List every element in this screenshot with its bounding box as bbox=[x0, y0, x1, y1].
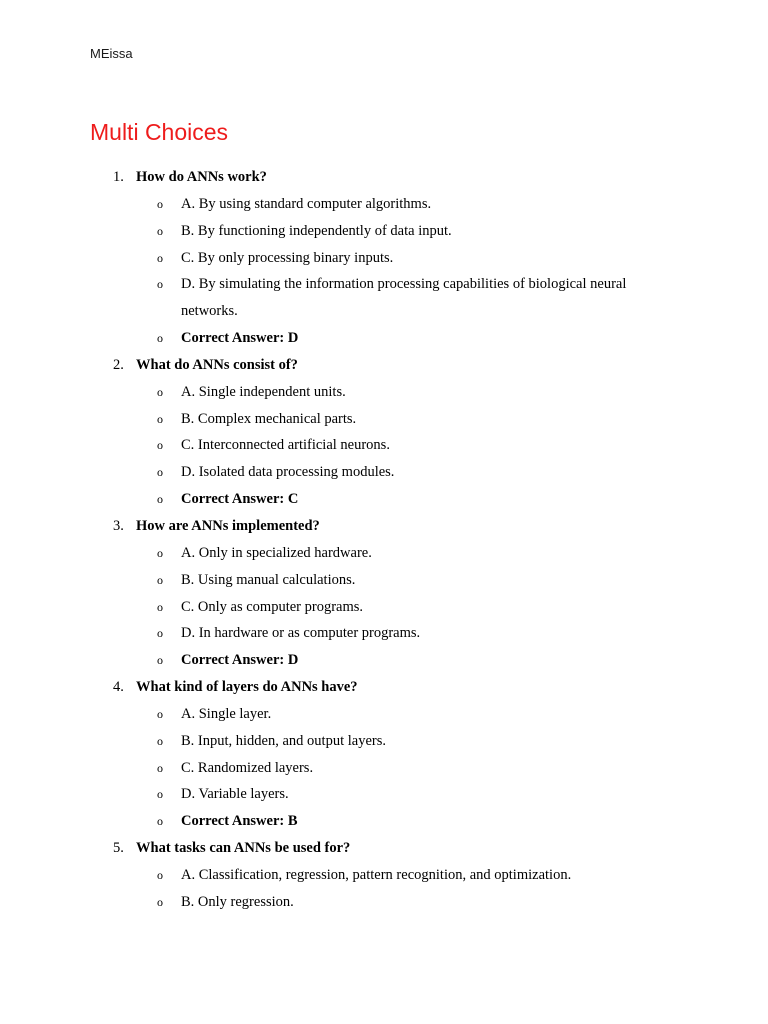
circle-bullet-icon: o bbox=[157, 545, 163, 560]
option-item bbox=[0, 755, 768, 782]
question-item bbox=[0, 164, 768, 191]
option-text: D. Isolated data processing modules. bbox=[181, 464, 395, 481]
circle-bullet-icon: o bbox=[157, 492, 163, 507]
circle-bullet-icon: o bbox=[157, 626, 163, 641]
option-item bbox=[0, 245, 768, 272]
circle-bullet-icon: o bbox=[157, 787, 163, 802]
circle-bullet-icon: o bbox=[157, 814, 163, 829]
option-item bbox=[0, 271, 768, 325]
circle-bullet-icon: o bbox=[157, 384, 163, 399]
circle-bullet-icon: o bbox=[157, 438, 163, 453]
circle-bullet-icon: o bbox=[157, 277, 163, 292]
option-item bbox=[0, 406, 768, 433]
option-text: C. Randomized layers. bbox=[181, 759, 314, 776]
header-author: MEissa bbox=[90, 46, 133, 61]
option-text: A. Single layer. bbox=[181, 705, 272, 722]
circle-bullet-icon: o bbox=[157, 250, 163, 265]
option-text: A. Only in specialized hardware. bbox=[181, 544, 372, 561]
question-text: How do ANNs work? bbox=[136, 169, 267, 185]
question-text: How are ANNs implemented? bbox=[136, 517, 320, 534]
circle-bullet-icon: o bbox=[157, 331, 163, 346]
question-text: What kind of layers do ANNs have? bbox=[136, 679, 358, 696]
question-item bbox=[0, 513, 768, 540]
option-text: C. Interconnected artificial neurons. bbox=[181, 437, 390, 454]
option-item bbox=[0, 379, 768, 406]
option-item bbox=[0, 540, 768, 567]
option-text: B. Input, hidden, and output layers. bbox=[181, 732, 386, 749]
correct-answer: Correct Answer: D bbox=[181, 652, 299, 669]
answer-item bbox=[0, 647, 768, 674]
option-item bbox=[0, 889, 768, 916]
page-title: Multi Choices bbox=[90, 119, 229, 145]
circle-bullet-icon: o bbox=[157, 411, 163, 426]
option-item bbox=[0, 781, 768, 808]
circle-bullet-icon: o bbox=[157, 196, 163, 211]
circle-bullet-icon: o bbox=[157, 867, 163, 882]
option-text: B. By functioning independently of data input. bbox=[181, 222, 452, 239]
correct-answer: Correct Answer: B bbox=[181, 813, 298, 830]
option-text: A. Single independent units. bbox=[181, 383, 346, 400]
question-list bbox=[0, 164, 768, 916]
option-text: B. Using manual calculations. bbox=[181, 571, 356, 588]
question-number: 3. bbox=[113, 517, 124, 534]
question-number: 5. bbox=[113, 840, 124, 857]
option-text: C. Only as computer programs. bbox=[181, 598, 364, 615]
option-item bbox=[0, 620, 768, 647]
option-item bbox=[0, 567, 768, 594]
option-item bbox=[0, 459, 768, 486]
circle-bullet-icon: o bbox=[157, 653, 163, 668]
option-item bbox=[0, 191, 768, 218]
option-item bbox=[0, 862, 768, 889]
answer-item bbox=[0, 808, 768, 835]
question-item bbox=[0, 674, 768, 701]
question-text: What tasks can ANNs be used for? bbox=[136, 840, 351, 857]
option-item bbox=[0, 432, 768, 459]
option-text: B. Complex mechanical parts. bbox=[181, 410, 357, 427]
option-item bbox=[0, 594, 768, 621]
option-item bbox=[0, 218, 768, 245]
option-text: D. By simulating the information processing capabilities of biological neural networks. bbox=[181, 276, 627, 320]
question-item bbox=[0, 352, 768, 379]
question-text: What do ANNs consist of? bbox=[136, 356, 298, 373]
answer-item bbox=[0, 325, 768, 352]
question-number: 2. bbox=[113, 356, 124, 373]
correct-answer: Correct Answer: C bbox=[181, 491, 299, 508]
answer-item bbox=[0, 486, 768, 513]
option-text: D. Variable layers. bbox=[181, 786, 289, 803]
circle-bullet-icon: o bbox=[157, 706, 163, 721]
option-text: D. In hardware or as computer programs. bbox=[181, 625, 421, 642]
circle-bullet-icon: o bbox=[157, 465, 163, 480]
question-number: 1. bbox=[113, 169, 124, 185]
option-item bbox=[0, 728, 768, 755]
circle-bullet-icon: o bbox=[157, 760, 163, 775]
option-item bbox=[0, 701, 768, 728]
circle-bullet-icon: o bbox=[157, 599, 163, 614]
question-number: 4. bbox=[113, 679, 124, 696]
option-text: A. Classification, regression, pattern recognition, and optimization. bbox=[181, 866, 572, 883]
option-text: B. Only regression. bbox=[181, 893, 294, 910]
circle-bullet-icon: o bbox=[157, 223, 163, 238]
option-text: A. By using standard computer algorithms. bbox=[181, 195, 432, 212]
correct-answer: Correct Answer: D bbox=[181, 330, 299, 347]
option-text: C. By only processing binary inputs. bbox=[181, 249, 394, 266]
circle-bullet-icon: o bbox=[157, 572, 163, 587]
question-item bbox=[0, 835, 768, 862]
circle-bullet-icon: o bbox=[157, 733, 163, 748]
circle-bullet-icon: o bbox=[157, 894, 163, 909]
